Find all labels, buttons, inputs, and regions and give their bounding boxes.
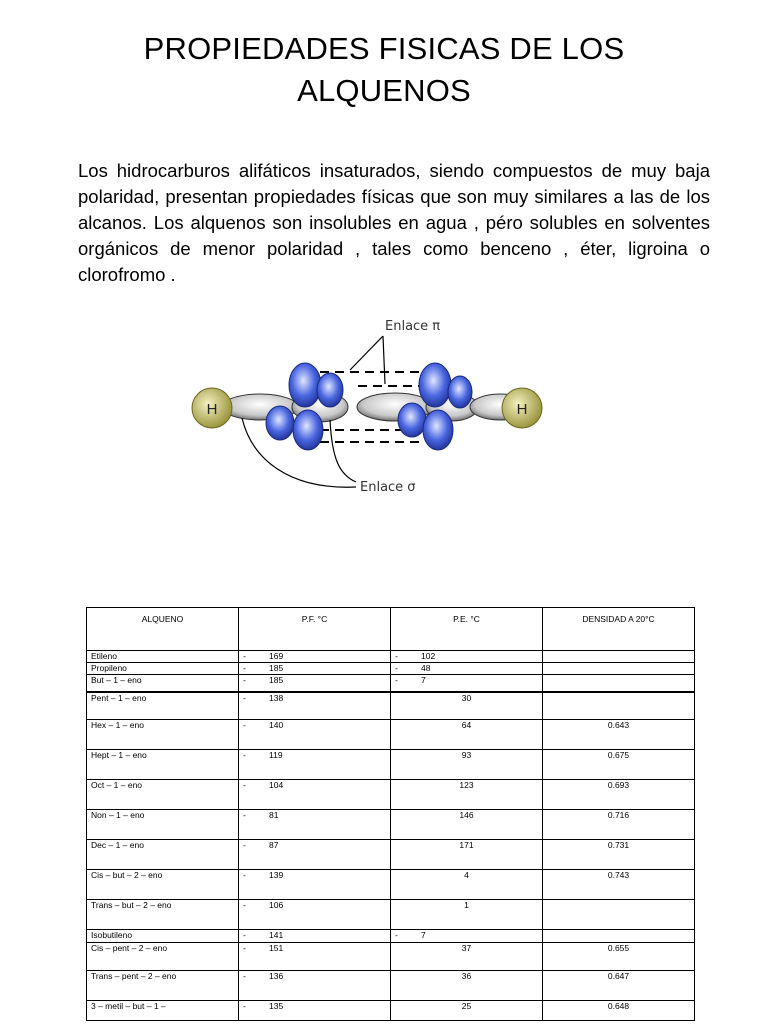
cell-pf	[239, 930, 391, 943]
cell-densidad	[543, 720, 695, 750]
pe-value: 123	[459, 780, 474, 790]
densidad-value: 0.655	[607, 943, 630, 953]
page-title	[0, 28, 768, 112]
alqueno-name: Trans – pent – 2 – eno	[91, 971, 177, 981]
alqueno-name: Cis – but – 2 – eno	[91, 870, 163, 880]
table-row	[87, 675, 695, 692]
cell-pe	[391, 870, 543, 900]
pe-sign: -	[395, 651, 398, 661]
cell-alqueno	[87, 930, 239, 943]
pe-sign: -	[395, 663, 398, 673]
cell-pe	[391, 840, 543, 870]
cell-pe	[391, 750, 543, 780]
table-row	[87, 840, 695, 870]
pe-sign: -	[395, 675, 398, 685]
table-header-row	[87, 608, 695, 651]
orbital-svg	[180, 310, 560, 500]
table-row	[87, 651, 695, 663]
pf-value: 185	[269, 675, 284, 685]
properties-table	[86, 607, 695, 1021]
header-densidad: DENSIDAD A 20°C	[543, 608, 695, 651]
pf-value: 135	[269, 1001, 284, 1011]
cell-densidad	[543, 750, 695, 780]
cell-pf	[239, 750, 391, 780]
densidad-value: 0.647	[607, 971, 630, 981]
header-alqueno: ALQUENO	[87, 608, 239, 651]
cell-pf	[239, 810, 391, 840]
sigma-bond-label: Enlace σ	[360, 480, 416, 495]
alqueno-name: But – 1 – eno	[91, 675, 142, 685]
table-row	[87, 720, 695, 750]
pe-value: 7	[421, 675, 426, 685]
cell-alqueno	[87, 720, 239, 750]
pf-sign: -	[243, 810, 246, 820]
cell-pe	[391, 900, 543, 930]
pf-value: 104	[269, 780, 284, 790]
cell-alqueno	[87, 780, 239, 810]
table-row	[87, 1001, 695, 1021]
cell-densidad	[543, 870, 695, 900]
cell-pe	[391, 675, 543, 692]
cell-densidad	[543, 692, 695, 720]
pe-value: 1	[464, 900, 469, 910]
pf-value: 169	[269, 651, 284, 661]
pf-value: 138	[269, 692, 284, 703]
cell-alqueno	[87, 675, 239, 692]
alqueno-name: Hept – 1 – eno	[91, 750, 147, 760]
cell-pe	[391, 810, 543, 840]
alqueno-name: Propileno	[91, 663, 127, 673]
hydrogen-left-label: H	[206, 401, 218, 418]
intro-paragraph: Los hidrocarburos alifáticos insaturados, siendo compuestos de muy baja polaridad, presentan propiedades físicas que son muy similares a las de los alcanos. Los alquenos son insolubles en agua , péro solubles en solventes orgánicos de menor polaridad , tales como benceno , éter, ligroina o clorofromo .	[78, 160, 710, 285]
cell-pe	[391, 720, 543, 750]
pe-value: 37	[461, 943, 472, 953]
cell-densidad	[543, 943, 695, 971]
cell-densidad	[543, 780, 695, 810]
pf-sign: -	[243, 900, 246, 910]
alqueno-name: Non – 1 – eno	[91, 810, 145, 820]
table-row	[87, 810, 695, 840]
cell-pf	[239, 1001, 391, 1021]
cell-pe	[391, 943, 543, 971]
hydrogen-left	[192, 388, 232, 428]
cell-alqueno	[87, 663, 239, 675]
cell-densidad	[543, 900, 695, 930]
cell-pf	[239, 870, 391, 900]
cell-pf	[239, 900, 391, 930]
densidad-value: 0.675	[607, 750, 630, 760]
table-row	[87, 870, 695, 900]
properties-table-wrapper	[86, 607, 694, 1021]
cell-densidad	[543, 651, 695, 663]
cell-densidad	[543, 971, 695, 1001]
cell-alqueno	[87, 870, 239, 900]
cell-pf	[239, 840, 391, 870]
cell-pe	[391, 780, 543, 810]
cell-densidad	[543, 663, 695, 675]
cell-pf	[239, 675, 391, 692]
cell-pf	[239, 780, 391, 810]
cell-alqueno	[87, 1001, 239, 1021]
pf-value: 140	[269, 720, 284, 730]
cell-pe	[391, 651, 543, 663]
pf-sign: -	[243, 1001, 246, 1011]
ethylene-orbital-diagram	[180, 310, 560, 500]
pf-sign: -	[243, 651, 246, 661]
cell-alqueno	[87, 750, 239, 780]
cell-pe	[391, 971, 543, 1001]
pf-value: 151	[269, 943, 284, 953]
pe-value: 36	[461, 971, 472, 981]
pf-value: 119	[269, 750, 283, 760]
cell-pf	[239, 971, 391, 1001]
cell-densidad	[543, 675, 695, 692]
header-pf: P.F. °C	[239, 608, 391, 651]
pe-value: 93	[461, 750, 472, 760]
pf-value: 87	[269, 840, 279, 850]
alqueno-name: Hex – 1 – eno	[91, 720, 144, 730]
alqueno-name: 3 – metil – but – 1 –	[91, 1001, 166, 1011]
table-row	[87, 692, 695, 720]
hydrogen-right	[502, 388, 542, 428]
alqueno-name: Etileno	[91, 651, 117, 661]
cell-alqueno	[87, 651, 239, 663]
pf-sign: -	[243, 720, 246, 730]
cell-pf	[239, 943, 391, 971]
pf-value: 106	[269, 900, 284, 910]
cell-alqueno	[87, 943, 239, 971]
cell-densidad	[543, 840, 695, 870]
pe-value: 171	[459, 840, 474, 850]
densidad-value: 0.716	[607, 810, 630, 820]
cell-alqueno	[87, 692, 239, 720]
cell-densidad	[543, 810, 695, 840]
table-row	[87, 780, 695, 810]
alqueno-name: Pent – 1 – eno	[91, 692, 147, 703]
pf-sign: -	[243, 750, 246, 760]
pf-value: 136	[269, 971, 284, 981]
pf-sign: -	[243, 780, 246, 790]
pf-sign: -	[243, 663, 246, 673]
cell-pf	[239, 692, 391, 720]
table-row	[87, 750, 695, 780]
table-row	[87, 930, 695, 943]
pe-value: 25	[461, 1001, 472, 1011]
pf-sign: -	[243, 675, 246, 685]
table-row	[87, 900, 695, 930]
alqueno-name: Dec – 1 – eno	[91, 840, 144, 850]
right-carbon-p-orbitals	[398, 363, 472, 450]
pe-sign: -	[395, 930, 398, 940]
header-pe: P.E. °C	[391, 608, 543, 651]
pe-value: 146	[459, 810, 474, 820]
pf-value: 139	[269, 870, 284, 880]
cell-alqueno	[87, 971, 239, 1001]
table-row	[87, 943, 695, 971]
cell-pe	[391, 663, 543, 675]
cell-alqueno	[87, 900, 239, 930]
cell-pe	[391, 930, 543, 943]
cell-pe	[391, 1001, 543, 1021]
alqueno-name: Trans – but – 2 – eno	[91, 900, 172, 910]
pf-sign: -	[243, 943, 246, 953]
title-line-2: ALQUENOS	[297, 73, 471, 108]
alqueno-name: Cis – pent – 2 – eno	[91, 943, 168, 953]
pf-sign: -	[243, 930, 246, 940]
alqueno-name: Isobutileno	[91, 930, 133, 940]
cell-pe	[391, 692, 543, 720]
pf-value: 185	[269, 663, 284, 673]
densidad-value: 0.743	[607, 870, 630, 880]
pe-value: 4	[464, 870, 469, 880]
pe-value: 30	[461, 692, 472, 703]
alqueno-name: Oct – 1 – eno	[91, 780, 143, 790]
pe-value: 7	[421, 930, 426, 940]
pf-sign: -	[243, 971, 246, 981]
densidad-value: 0.731	[607, 840, 630, 850]
table-row	[87, 971, 695, 1001]
table-row	[87, 663, 695, 675]
cell-densidad	[543, 930, 695, 943]
title-line-1: PROPIEDADES FISICAS DE LOS	[143, 31, 625, 66]
densidad-value: 0.643	[607, 720, 630, 730]
pf-sign: -	[243, 692, 246, 703]
pe-value: 102	[421, 651, 436, 661]
pi-bond-label: Enlace π	[385, 319, 441, 334]
cell-pf	[239, 651, 391, 663]
cell-alqueno	[87, 810, 239, 840]
cell-alqueno	[87, 840, 239, 870]
densidad-value: 0.693	[607, 780, 630, 790]
pf-sign: -	[243, 840, 246, 850]
hydrogen-right-label: H	[516, 401, 528, 418]
densidad-value: 0.648	[607, 1001, 630, 1011]
cell-pf	[239, 663, 391, 675]
pe-value: 48	[421, 663, 431, 673]
pf-value: 81	[269, 810, 279, 820]
cell-densidad	[543, 1001, 695, 1021]
pi-arrows	[350, 336, 385, 384]
table-body	[87, 651, 695, 1021]
pe-value: 64	[461, 720, 472, 730]
pf-value: 141	[269, 930, 284, 940]
cell-pf	[239, 720, 391, 750]
pf-sign: -	[243, 870, 246, 880]
